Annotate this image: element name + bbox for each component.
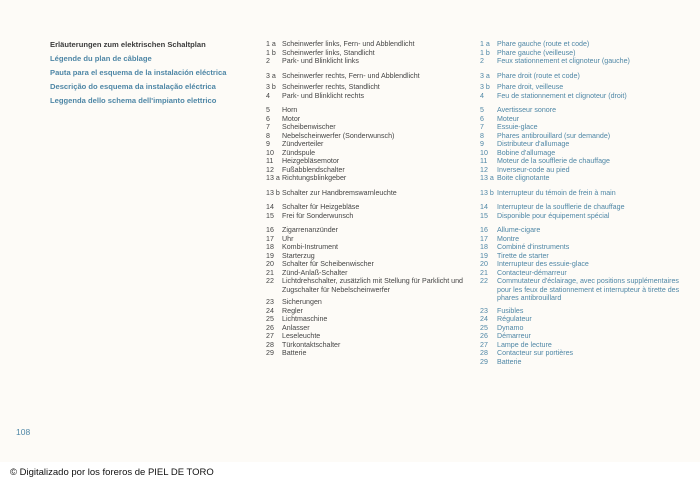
legend-entry <box>266 40 476 49</box>
title-spanish: Pauta para el esquema de la instalación eléctrica <box>50 68 227 77</box>
entry-number: 16 <box>480 226 488 234</box>
entry-number: 29 <box>480 357 488 366</box>
entry-text: Zigarrenanzünder <box>282 226 338 234</box>
entry-number: 7 <box>266 123 270 131</box>
entry-text: Regler <box>282 306 303 315</box>
legend-entry <box>266 106 476 115</box>
entry-text: Bobine d'allumage <box>497 148 556 157</box>
legend-entry <box>480 277 695 303</box>
entry-text: Park- und Blinklicht links <box>282 57 359 65</box>
entry-number: 13 b <box>480 188 494 197</box>
entry-number: 26 <box>480 332 488 340</box>
entry-number: 10 <box>266 148 274 157</box>
entry-text: Zünd-Anlaß-Schalter <box>282 268 348 277</box>
legend-entry <box>266 157 476 166</box>
entry-text: Phare droit (route et code) <box>497 71 580 80</box>
legend-entry <box>480 269 695 278</box>
entry-text: Phare droit, veilleuse <box>497 83 564 91</box>
legend-entry <box>266 132 476 141</box>
legend-entry <box>266 57 476 66</box>
entry-text: Tirette de starter <box>497 251 549 260</box>
entry-number: 17 <box>480 234 488 243</box>
entry-text: Fußabblendschalter <box>282 165 345 174</box>
entry-number: 26 <box>266 323 274 332</box>
legend-entry <box>266 269 476 278</box>
entry-number: 29 <box>266 349 274 357</box>
legend-entry <box>266 166 476 175</box>
title-french: Légende du plan de câblage <box>50 54 152 63</box>
legend-titles <box>50 40 255 110</box>
entry-text: Phare gauche (route et code) <box>497 40 590 48</box>
entry-number: 10 <box>480 148 488 157</box>
entry-number: 4 <box>266 91 270 100</box>
legend-entry <box>480 40 695 49</box>
entry-text: Motor <box>282 114 301 123</box>
entry-text: Commutateur d'éclairage, avec positions supplémentaires pour les feux de stationnement et interrupteur à tirette des phares antibrouillard <box>497 277 680 302</box>
entry-number: 13 a <box>266 174 280 182</box>
entry-text: Horn <box>282 106 298 114</box>
legend-entry <box>266 260 476 269</box>
legend-entry <box>480 341 695 350</box>
entry-text: Démarreur <box>497 332 531 340</box>
legend-entry <box>480 115 695 124</box>
footer-credit: © Digitalizado por los foreros de PIEL DE TORO <box>10 467 214 478</box>
legend-entry <box>480 315 695 324</box>
legend-entry <box>266 252 476 261</box>
entry-text: Schalter für Scheibenwischer <box>282 260 374 268</box>
entry-text: Distributeur d'allumage <box>497 140 570 148</box>
entry-number: 22 <box>480 277 488 285</box>
legend-entry <box>480 83 695 92</box>
entry-text: Essuie-glace <box>497 123 538 131</box>
title-italian: Leggenda dello schema dell'impianto elettrico <box>50 96 217 105</box>
title-german: Erläuterungen zum elektrischen Schaltplan <box>50 40 206 49</box>
legend-entry <box>480 189 695 198</box>
entry-number: 25 <box>266 315 274 323</box>
entry-number: 12 <box>480 165 488 174</box>
entry-number: 21 <box>480 268 488 277</box>
legend-entry <box>266 189 476 198</box>
legend-entry <box>480 123 695 132</box>
entry-text: Phare gauche (veilleuse) <box>497 48 576 57</box>
legend-entry <box>480 174 695 183</box>
entry-text: Dynamo <box>497 323 524 332</box>
legend-entry <box>266 92 476 101</box>
entry-number: 11 <box>266 157 274 165</box>
entry-number: 19 <box>266 251 274 260</box>
entry-number: 5 <box>266 106 270 114</box>
legend-entry <box>266 174 476 183</box>
entry-number: 2 <box>266 57 270 65</box>
legend-entry <box>480 349 695 358</box>
entry-number: 8 <box>266 131 270 140</box>
entry-number: 27 <box>266 332 274 340</box>
entry-text: Montre <box>497 234 520 243</box>
entry-number: 24 <box>480 315 488 323</box>
legend-entry <box>266 212 476 221</box>
entry-number: 6 <box>266 114 270 123</box>
legend-entry <box>266 324 476 333</box>
legend-entry <box>266 277 476 294</box>
entry-number: 13 b <box>266 188 280 197</box>
entry-text: Combiné d'instruments <box>497 243 570 251</box>
legend-entry <box>480 226 695 235</box>
entry-text: Disponible pour équipement spécial <box>497 211 610 220</box>
entry-text: Lichtdrehschalter, zusätzlich mit Stellung für Parklicht und Zugschalter für Nebelscheinwerfer <box>282 277 463 294</box>
entry-text: Fusibles <box>497 306 524 315</box>
legend-entry <box>480 332 695 341</box>
entry-number: 3 a <box>266 71 276 80</box>
entry-text: Zündverteiler <box>282 140 324 148</box>
legend-entry <box>266 298 476 307</box>
legend-entry <box>266 49 476 58</box>
entry-number: 13 a <box>480 174 494 182</box>
entry-text: Uhr <box>282 234 294 243</box>
page-number: 108 <box>16 427 31 437</box>
entry-number: 24 <box>266 306 274 315</box>
legend-entry <box>480 358 695 367</box>
entry-text: Moteur <box>497 114 520 123</box>
entry-text: Schalter für Heizgebläse <box>282 203 360 211</box>
french-legend-column <box>480 40 695 366</box>
legend-entry <box>480 106 695 115</box>
entry-text: Nebelscheinwerfer (Sonderwunsch) <box>282 131 395 140</box>
entry-number: 21 <box>266 268 274 277</box>
entry-number: 11 <box>480 157 488 165</box>
entry-number: 18 <box>266 243 274 251</box>
entry-text: Interrupteur du témoin de frein à main <box>497 188 616 197</box>
german-legend-column <box>266 40 476 358</box>
legend-entry <box>480 252 695 261</box>
entry-text: Scheinwerfer rechts, Standlicht <box>282 83 380 91</box>
legend-entry <box>266 332 476 341</box>
legend-entry <box>480 203 695 212</box>
entry-number: 25 <box>480 323 488 332</box>
legend-entry <box>266 349 476 358</box>
entry-number: 22 <box>266 277 274 285</box>
legend-entry <box>480 307 695 316</box>
legend-entry <box>266 203 476 212</box>
entry-text: Frei für Sonderwunsch <box>282 211 354 220</box>
entry-text: Interrupteur des essuie-glace <box>497 260 589 268</box>
legend-entry <box>480 157 695 166</box>
legend-entry <box>266 235 476 244</box>
entry-text: Boite clignotante <box>497 174 550 182</box>
entry-number: 1 a <box>266 40 276 48</box>
entry-text: Lampe de lecture <box>497 340 552 349</box>
entry-number: 1 a <box>480 40 490 48</box>
entry-number: 15 <box>266 211 274 220</box>
entry-number: 6 <box>480 114 484 123</box>
entry-number: 5 <box>480 106 484 114</box>
entry-text: Heizgebläsemotor <box>282 157 340 165</box>
entry-text: Starterzug <box>282 251 315 260</box>
entry-text: Inverseur-code au pied <box>497 165 570 174</box>
entry-number: 12 <box>266 165 274 174</box>
entry-number: 19 <box>480 251 488 260</box>
legend-entry <box>480 243 695 252</box>
entry-number: 8 <box>480 131 484 140</box>
legend-entry <box>266 307 476 316</box>
entry-text: Anlasser <box>282 323 310 332</box>
entry-text: Contacteur-démarreur <box>497 268 567 277</box>
entry-number: 18 <box>480 243 488 251</box>
entry-text: Moteur de la soufflerie de chauffage <box>497 157 610 165</box>
entry-number: 28 <box>266 340 274 349</box>
legend-entry <box>480 92 695 101</box>
entry-number: 23 <box>266 298 274 306</box>
entry-text: Leseleuchte <box>282 332 321 340</box>
entry-text: Allume-cigare <box>497 226 541 234</box>
legend-entry <box>480 72 695 81</box>
entry-number: 2 <box>480 57 484 65</box>
entry-text: Zündspule <box>282 148 316 157</box>
legend-entry <box>480 57 695 66</box>
entry-text: Kombi-Instrument <box>282 243 338 251</box>
legend-entry <box>480 212 695 221</box>
entry-number: 14 <box>480 203 488 211</box>
entry-number: 3 a <box>480 71 490 80</box>
legend-entry <box>266 243 476 252</box>
entry-text: Scheinwerfer rechts, Fern- und Abblendlicht <box>282 71 420 80</box>
entry-number: 15 <box>480 211 488 220</box>
entry-number: 3 b <box>266 83 276 91</box>
entry-number: 28 <box>480 349 488 357</box>
entry-text: Scheinwerfer links, Fern- und Abblendlicht <box>282 40 415 48</box>
entry-text: Park- und Blinklicht rechts <box>282 91 365 100</box>
legend-entry <box>480 324 695 333</box>
legend-entry <box>266 341 476 350</box>
legend-entry <box>266 315 476 324</box>
entry-text: Interrupteur de la soufflerie de chauffage <box>497 203 625 211</box>
entry-text: Avertisseur sonore <box>497 106 557 114</box>
legend-entry <box>266 72 476 81</box>
legend-entry <box>266 149 476 158</box>
entry-number: 4 <box>480 91 484 100</box>
legend-entry <box>480 235 695 244</box>
legend-entry <box>480 49 695 58</box>
entry-text: Richtungsblinkgeber <box>282 174 347 182</box>
entry-number: 16 <box>266 226 274 234</box>
legend-entry <box>266 123 476 132</box>
entry-number: 1 b <box>480 48 490 57</box>
entry-text: Türkontaktschalter <box>282 340 341 349</box>
entry-text: Batterie <box>497 357 522 366</box>
entry-text: Batterie <box>282 349 307 357</box>
entry-text: Lichtmaschine <box>282 315 328 323</box>
legend-entry <box>266 115 476 124</box>
entry-number: 20 <box>480 260 488 268</box>
legend-entry <box>480 166 695 175</box>
entry-text: Scheibenwischer <box>282 123 336 131</box>
entry-number: 17 <box>266 234 274 243</box>
legend-entry <box>480 260 695 269</box>
legend-entry <box>480 149 695 158</box>
entry-text: Feu de stationnement et clignoteur (droit) <box>497 91 627 100</box>
entry-number: 7 <box>480 123 484 131</box>
entry-number: 9 <box>266 140 270 148</box>
legend-entry <box>266 226 476 235</box>
entry-number: 14 <box>266 203 274 211</box>
entry-text: Feux stationnement et clignoteur (gauche) <box>497 57 630 65</box>
entry-number: 3 b <box>480 83 490 91</box>
entry-text: Régulateur <box>497 315 532 323</box>
entry-number: 9 <box>480 140 484 148</box>
entry-number: 20 <box>266 260 274 268</box>
legend-entry <box>480 132 695 141</box>
entry-number: 27 <box>480 340 488 349</box>
title-portuguese: Descrição do esquema da instalação eléctrica <box>50 82 216 91</box>
entry-text: Phares antibrouillard (sur demande) <box>497 131 611 140</box>
entry-text: Scheinwerfer links, Standlicht <box>282 48 375 57</box>
legend-entry <box>266 83 476 92</box>
entry-number: 1 b <box>266 48 276 57</box>
entry-text: Schalter zur Handbremswarnleuchte <box>282 188 397 197</box>
legend-entry <box>480 140 695 149</box>
legend-entry <box>266 140 476 149</box>
entry-number: 23 <box>480 306 488 315</box>
entry-text: Sicherungen <box>282 298 322 306</box>
entry-text: Contacteur sur portières <box>497 349 574 357</box>
